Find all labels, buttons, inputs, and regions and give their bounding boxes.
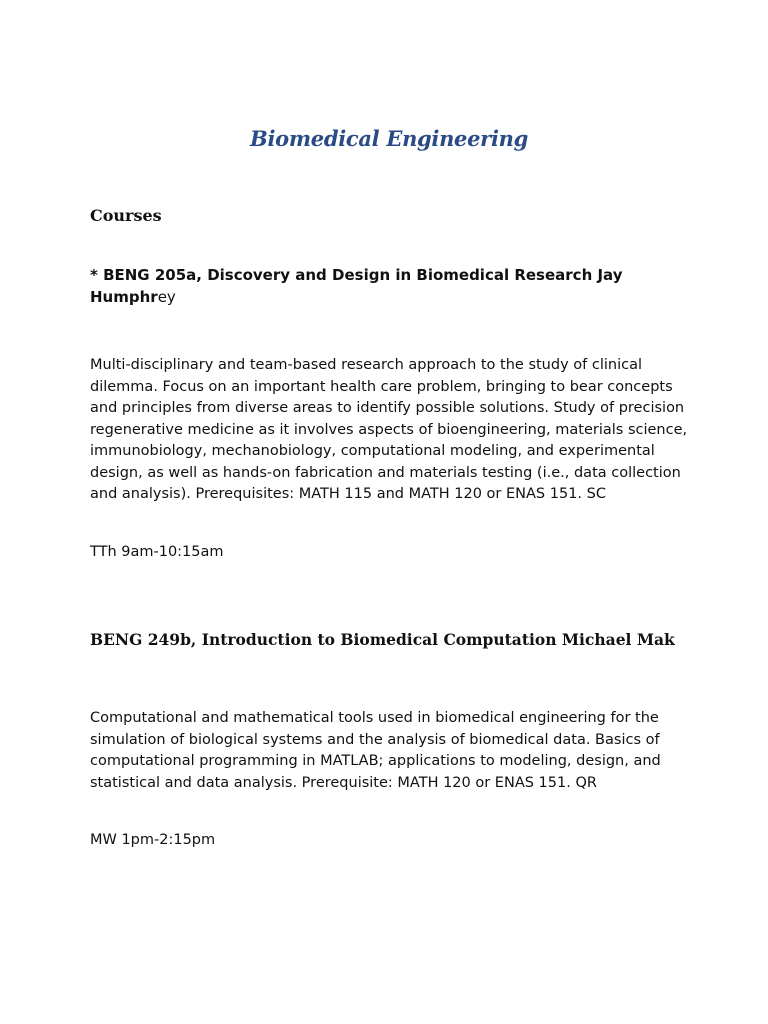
course-description: Computational and mathematical tools used in biomedical engineering for the simulation of biological systems and the analysis of biomedical data. Basics of computational programming in MATLAB; applications to modeling, design, and statistical and data analysis. Prerequisite: MATH 120 or ENAS 151. QR: [90, 710, 661, 791]
page-title: Biomedical Engineering: [250, 126, 528, 151]
course-heading: [90, 264, 690, 308]
course-heading-tail: ey: [157, 288, 176, 306]
course-heading-main: * BENG 205a, Discovery and Design in Biomedical Research Jay Humphr: [90, 266, 623, 306]
course-schedule: TTh 9am-10:15am: [90, 544, 224, 560]
course-description: Multi-disciplinary and team-based research approach to the study of clinical dilemma. Focus on an important health care problem, bringing to bear concepts and principles from diverse areas to identify possible solutions. Study of precision regenerative medicine as it involves aspects of bioengineering, materials science, immunobiology, mechanobiology, computational modeling, and experimental design, as well as hands-on fabrication and materials testing (i.e., data collection and analysis). Prerequisites: MATH 115 and MATH 120 or ENAS 151. SC: [90, 357, 688, 502]
course-heading: BENG 249b, Introduction to Biomedical Computation Michael Mak: [90, 630, 675, 649]
section-heading-courses: Courses: [90, 206, 162, 225]
course-schedule: MW 1pm-2:15pm: [90, 832, 216, 848]
